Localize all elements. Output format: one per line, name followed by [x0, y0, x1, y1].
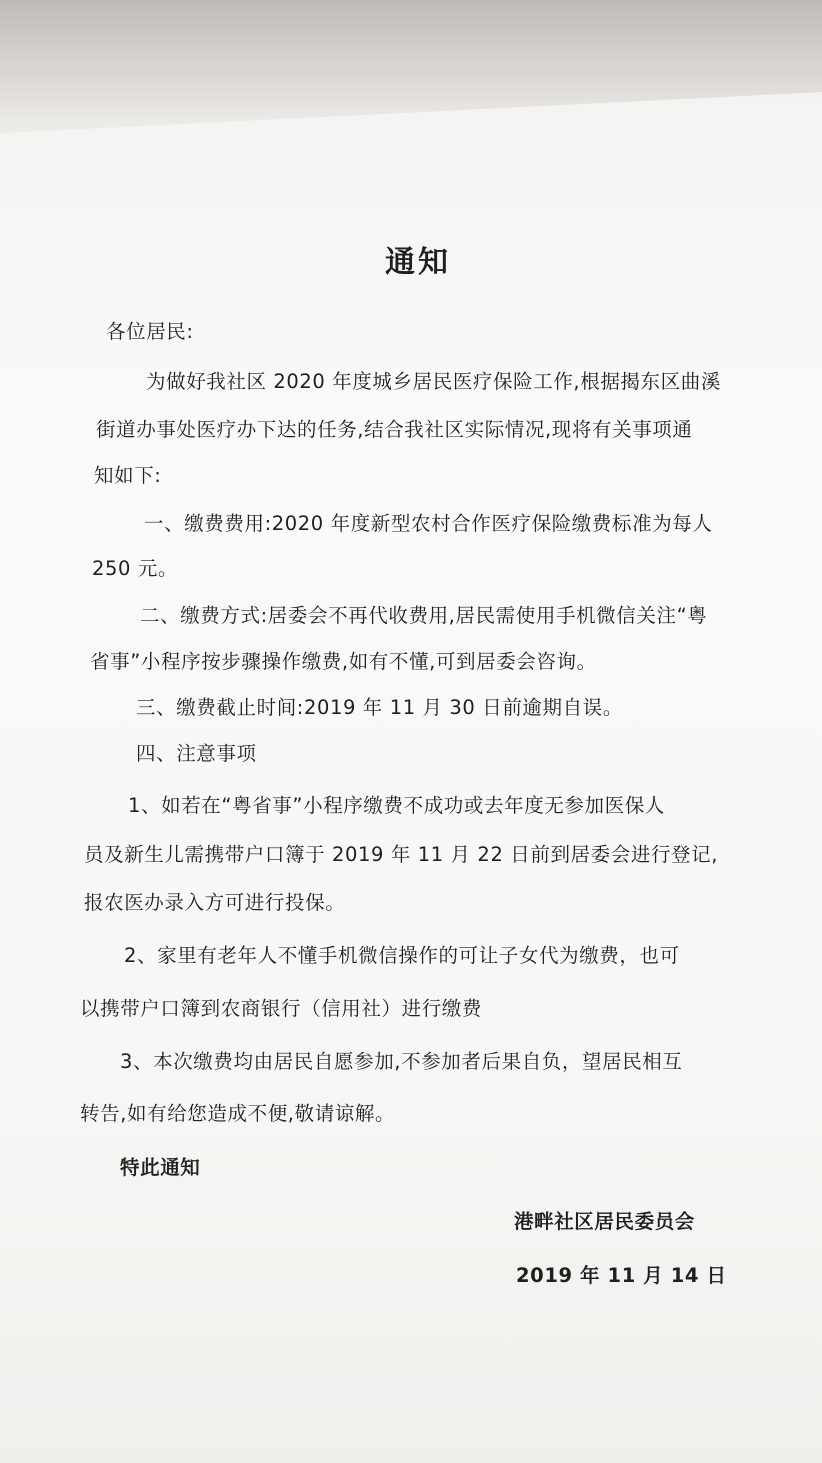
- intro-line-2: 街道办事处医疗办下达的任务,结合我社区实际情况,现将有关事项通: [96, 418, 693, 441]
- notice-title: 通知: [385, 245, 451, 280]
- closing-remark: 特此通知: [120, 1156, 201, 1179]
- item-4: 四、注意事项: [136, 742, 257, 765]
- note-1-line-3: 报农医办录入方可进行投保。: [84, 891, 346, 914]
- note-2-line-1: 2、家里有老年人不懂手机微信操作的可让子女代为缴费，也可: [124, 944, 680, 967]
- item-2-line-1: 二、缴费方式:居委会不再代收费用,居民需使用手机微信关注“粤: [140, 604, 708, 627]
- note-1-line-2: 员及新生儿需携带户口簿于 2019 年 11 月 22 日前到居委会进行登记,: [84, 843, 719, 866]
- item-1-line-1: 一、缴费费用:2020 年度新型农村合作医疗保险缴费标准为每人: [144, 512, 713, 535]
- signature: 港畔社区居民委员会: [514, 1210, 695, 1233]
- intro-line-3: 知如下:: [94, 464, 162, 487]
- note-2-line-2: 以携带户口簿到农商银行（信用社）进行缴费: [80, 997, 483, 1020]
- item-2-line-2: 省事”小程序按步骤操作缴费,如有不懂,可到居委会咨询。: [90, 650, 597, 673]
- item-3: 三、缴费截止时间:2019 年 11 月 30 日前逾期自误。: [136, 696, 623, 719]
- note-1-line-1: 1、如若在“粤省事”小程序缴费不成功或去年度无参加医保人: [128, 794, 665, 817]
- intro-line-1: 为做好我社区 2020 年度城乡居民医疗保险工作,根据揭东区曲溪: [146, 370, 721, 393]
- notice-date: 2019 年 11 月 14 日: [516, 1264, 727, 1287]
- salutation: 各位居民:: [106, 320, 194, 343]
- note-3-line-1: 3、本次缴费均由居民自愿参加,不参加者后果自负，望居民相互: [120, 1050, 683, 1073]
- item-1-line-2: 250 元。: [92, 557, 179, 580]
- note-3-line-2: 转告,如有给您造成不便,敬请谅解。: [80, 1102, 396, 1125]
